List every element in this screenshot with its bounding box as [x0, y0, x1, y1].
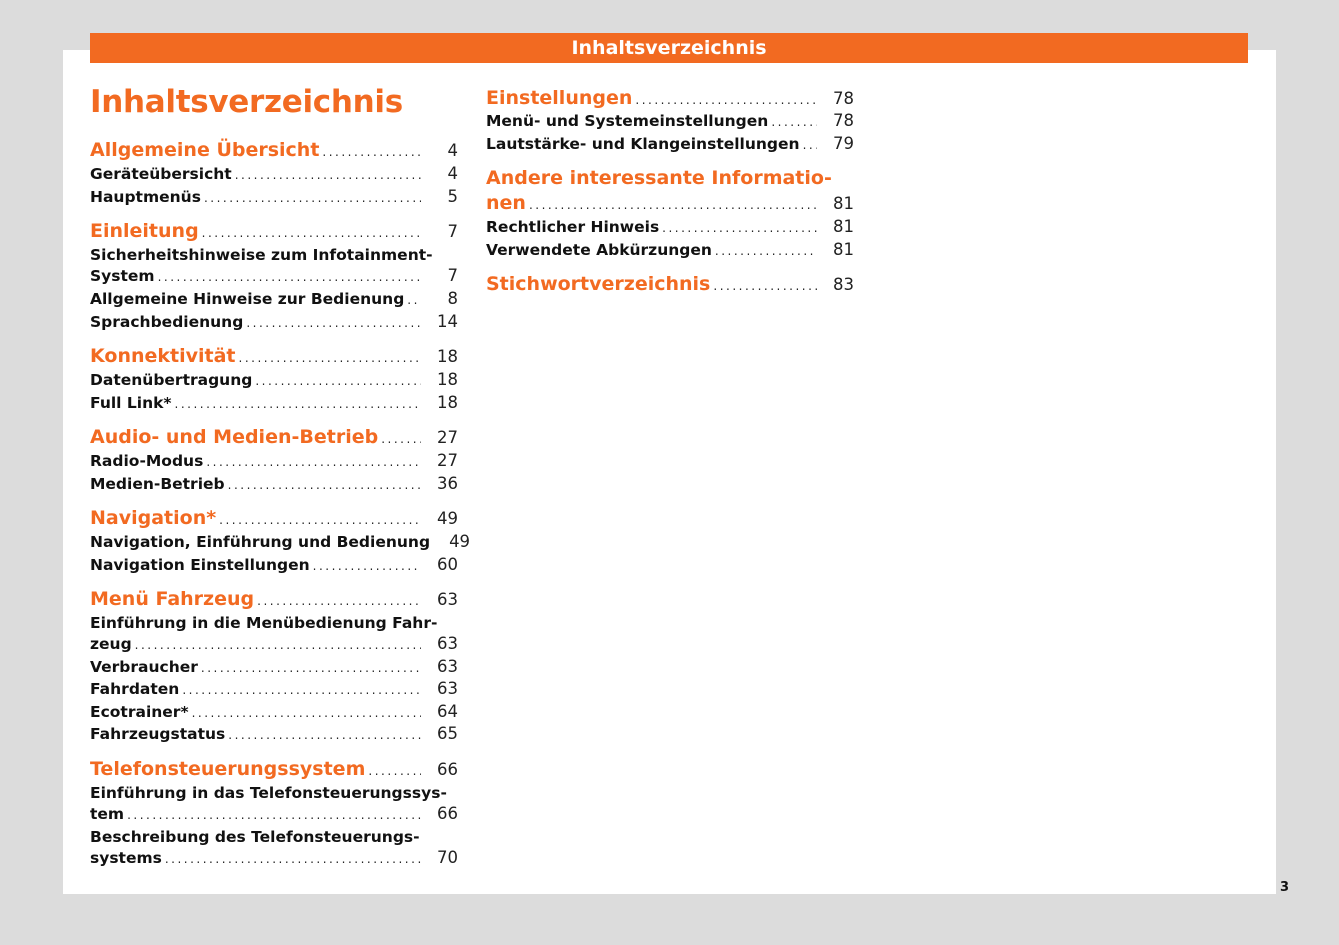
chapter-title: Einstellungen: [486, 87, 633, 109]
entry-title: Geräteübersicht: [90, 165, 232, 183]
page-ref: 64: [437, 702, 458, 721]
leader-dots: [192, 706, 421, 720]
toc-entry-navigation-einfuehrung[interactable]: [90, 532, 471, 554]
leader-dots: [201, 661, 421, 675]
chapter-title: Menü Fahrzeug: [90, 588, 255, 610]
leader-dots: [204, 191, 421, 205]
page-ref: 18: [437, 370, 458, 389]
entry-title: Lautstärke- und Klangeinstellungen: [486, 135, 800, 153]
entry-title: System: [90, 267, 155, 285]
page-ref: 79: [833, 134, 854, 153]
chapter-title: nen: [486, 192, 526, 214]
leader-dots: [529, 198, 817, 212]
toc-entry-einfuehrung-telefon[interactable]: [90, 804, 458, 826]
page-ref: 63: [437, 679, 458, 698]
leader-dots: [158, 270, 421, 284]
toc-chapter-andere-informationen[interactable]: [486, 192, 854, 214]
toc-chapter-telefonsteuerungssystem[interactable]: [90, 758, 458, 780]
toc-entry-klangeinstellungen[interactable]: [486, 134, 854, 156]
toc-entry-fahrzeugstatus[interactable]: [90, 724, 458, 746]
leader-dots: [127, 808, 421, 822]
entry-title: Sprachbedienung: [90, 313, 244, 331]
page-ref: 4: [447, 164, 458, 183]
page-ref: 66: [437, 760, 458, 779]
page-ref: 18: [437, 347, 458, 366]
leader-dots: [228, 478, 421, 492]
toc-chapter-allgemeine-uebersicht[interactable]: [90, 139, 458, 161]
entry-title: Rechtlicher Hinweis: [486, 218, 660, 236]
toc-entry-hauptmenues[interactable]: [90, 187, 458, 209]
page-ref: 8: [447, 289, 458, 308]
leader-dots: [182, 683, 421, 697]
leader-dots: [219, 513, 421, 527]
leader-dots: [662, 221, 817, 235]
toc-entry-allgemeine-hinweise[interactable]: [90, 289, 458, 311]
page-ref: 81: [833, 194, 854, 213]
leader-dots: [246, 316, 421, 330]
chapter-title: Navigation*: [90, 507, 217, 529]
entry-title: Menü- und Systemeinstellungen: [486, 112, 769, 130]
toc-chapter-menue-fahrzeug[interactable]: [90, 588, 458, 610]
leader-dots: [239, 351, 422, 365]
page-ref: 63: [437, 634, 458, 653]
toc-entry-einfuehrung-menuebedienung[interactable]: [90, 634, 458, 656]
toc-chapter-audio-medien[interactable]: [90, 426, 458, 448]
chapter-title-line1: Andere interessante Informatio-: [486, 167, 832, 189]
toc-chapter-einleitung[interactable]: [90, 220, 458, 242]
toc-chapter-stichwortverzeichnis[interactable]: [486, 273, 854, 295]
page-ref: 66: [437, 804, 458, 823]
toc-chapter-konnektivitaet[interactable]: [90, 345, 458, 367]
entry-title: Hauptmenüs: [90, 188, 201, 206]
page-ref: 83: [833, 275, 854, 294]
leader-dots: [255, 374, 421, 388]
chapter-title: Telefonsteuerungssystem: [90, 758, 366, 780]
page-ref: 65: [437, 724, 458, 743]
entry-title: Full Link*: [90, 394, 172, 412]
entry-title: Allgemeine Hinweise zur Bedienung: [90, 290, 405, 308]
toc-entry-ecotrainer[interactable]: [90, 702, 458, 724]
entry-title: Navigation, Einführung und Bedienung: [90, 533, 431, 551]
header-banner: Inhaltsverzeichnis: [90, 33, 1248, 63]
page-number: 3: [1280, 880, 1290, 895]
leader-dots: [175, 397, 421, 411]
leader-dots: [715, 244, 817, 258]
page-ref: 78: [833, 89, 854, 108]
chapter-title: Einleitung: [90, 220, 199, 242]
page-ref: 18: [437, 393, 458, 412]
page-ref: 14: [437, 312, 458, 331]
toc-entry-rechtlicher-hinweis[interactable]: [486, 217, 854, 239]
entry-title: Datenübertragung: [90, 371, 253, 389]
leader-dots: [322, 145, 421, 159]
page-ref: 4: [447, 141, 458, 160]
toc-chapter-einstellungen[interactable]: [486, 87, 854, 109]
entry-title-line1: Beschreibung des Telefonsteuerungs-: [90, 828, 420, 846]
entry-title: Verbraucher: [90, 658, 198, 676]
entry-title: Ecotrainer*: [90, 703, 189, 721]
entry-title-line1: Einführung in das Telefonsteuerungssys-: [90, 784, 447, 802]
entry-title: zeug: [90, 635, 132, 653]
page-ref: 36: [437, 474, 458, 493]
leader-dots: [635, 93, 817, 107]
chapter-title: Audio- und Medien-Betrieb: [90, 426, 379, 448]
toc-entry-systemeinstellungen[interactable]: [486, 111, 854, 133]
chapter-title: Stichwortverzeichnis: [486, 273, 711, 295]
toc-entry-verbraucher[interactable]: [90, 657, 458, 679]
leader-dots: [235, 168, 421, 182]
toc-entry-radio-modus[interactable]: [90, 451, 458, 473]
page-ref: 27: [437, 451, 458, 470]
page-ref: 63: [437, 657, 458, 676]
toc-entry-sicherheitshinweise[interactable]: [90, 266, 458, 288]
entry-title: systems: [90, 849, 162, 867]
toc-entry-geraeteuebersicht[interactable]: [90, 164, 458, 186]
entry-title: Fahrdaten: [90, 680, 180, 698]
toc-entry-datenuebertragung[interactable]: [90, 370, 458, 392]
leader-dots: [135, 638, 421, 652]
entry-title-line1: Sicherheitshinweise zum Infotainment-: [90, 246, 433, 264]
chapter-title: Allgemeine Übersicht: [90, 139, 320, 161]
entry-title: tem: [90, 805, 125, 823]
chapter-title: Konnektivität: [90, 345, 236, 367]
toc-entry-navigation-einstellungen[interactable]: [90, 555, 458, 577]
toc-entry-abkuerzungen[interactable]: [486, 240, 854, 262]
page-ref: 5: [447, 187, 458, 206]
page-ref: 27: [437, 428, 458, 447]
leader-dots: [202, 226, 421, 240]
leader-dots: [206, 455, 421, 469]
leader-dots: [381, 432, 421, 446]
page-ref: 70: [437, 848, 458, 867]
page-ref: 81: [833, 240, 854, 259]
toc-entry-medien-betrieb[interactable]: [90, 474, 458, 496]
page-ref: 7: [447, 222, 458, 241]
leader-dots: [165, 852, 421, 866]
page-title: Inhaltsverzeichnis: [90, 84, 403, 120]
leader-dots: [803, 138, 817, 152]
entry-title: Radio-Modus: [90, 452, 204, 470]
toc-entry-beschreibung-telefon[interactable]: [90, 848, 458, 870]
leader-dots: [313, 559, 421, 573]
leader-dots: [407, 293, 421, 307]
toc-entry-fahrdaten[interactable]: [90, 679, 458, 701]
toc-entry-sprachbedienung[interactable]: [90, 312, 458, 334]
page-ref: 7: [447, 266, 458, 285]
toc-chapter-navigation[interactable]: [90, 507, 458, 529]
toc-entry-full-link[interactable]: [90, 393, 458, 415]
leader-dots: [771, 115, 817, 129]
leader-dots: [257, 594, 421, 608]
leader-dots: [713, 279, 817, 293]
entry-title: Medien-Betrieb: [90, 475, 225, 493]
entry-title: Navigation Einstellungen: [90, 556, 310, 574]
entry-title: Verwendete Abkürzungen: [486, 241, 712, 259]
page-ref: 63: [437, 590, 458, 609]
page-ref: 81: [833, 217, 854, 236]
leader-dots: [368, 764, 421, 778]
page-ref: 78: [833, 111, 854, 130]
page-ref: 49: [437, 509, 458, 528]
entry-title: Fahrzeugstatus: [90, 725, 226, 743]
leader-dots: [228, 728, 421, 742]
page-ref: 60: [437, 555, 458, 574]
entry-title-line1: Einführung in die Menübedienung Fahr-: [90, 614, 438, 632]
page-ref: 49: [449, 532, 471, 551]
